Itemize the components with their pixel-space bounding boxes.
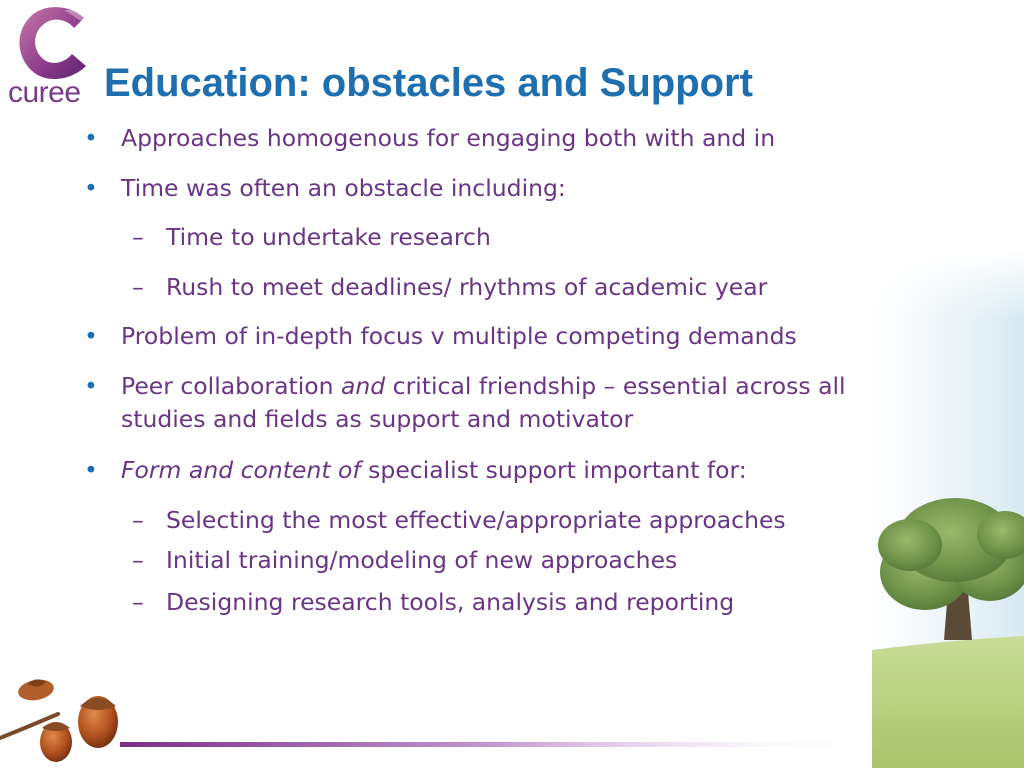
bullet-text: Peer collaboration <box>121 372 341 400</box>
bullet-emphasis: and <box>340 372 386 400</box>
bullet-text: specialist support important for: <box>360 456 747 484</box>
sub-bullet-item: – Initial training/modeling of new approaches <box>166 545 677 575</box>
bullet-continuation: studies and fields as support and motivator <box>121 405 634 433</box>
bullet-emphasis: Form and content of <box>121 456 361 484</box>
slide-title: Education: obstacles and Support <box>104 61 753 105</box>
field <box>872 636 1024 768</box>
sub-bullet-item: – Designing research tools, analysis and reporting <box>166 587 734 617</box>
bullet-item: • Time was often an obstacle including: <box>121 173 566 203</box>
bullet-item <box>121 371 846 401</box>
bullet-item <box>121 455 747 485</box>
logo-text: curee <box>8 76 81 109</box>
sub-bullet-item: – Rush to meet deadlines/ rhythms of academic year <box>166 272 767 302</box>
bullet-item: • Problem of in-depth focus v multiple competing demands <box>121 321 797 351</box>
curee-logo <box>6 4 98 108</box>
bullet-text: critical friendship – essential across all <box>385 372 846 400</box>
bullet-item: • Approaches homogenous for engaging both with and in <box>121 123 775 153</box>
acorn-icon <box>0 676 150 768</box>
curee-c-logo-icon <box>6 4 92 82</box>
sub-bullet-item: – Selecting the most effective/appropriate approaches <box>166 505 786 535</box>
bottom-divider <box>120 741 880 749</box>
sub-bullet-item: – Time to undertake research <box>166 222 491 252</box>
